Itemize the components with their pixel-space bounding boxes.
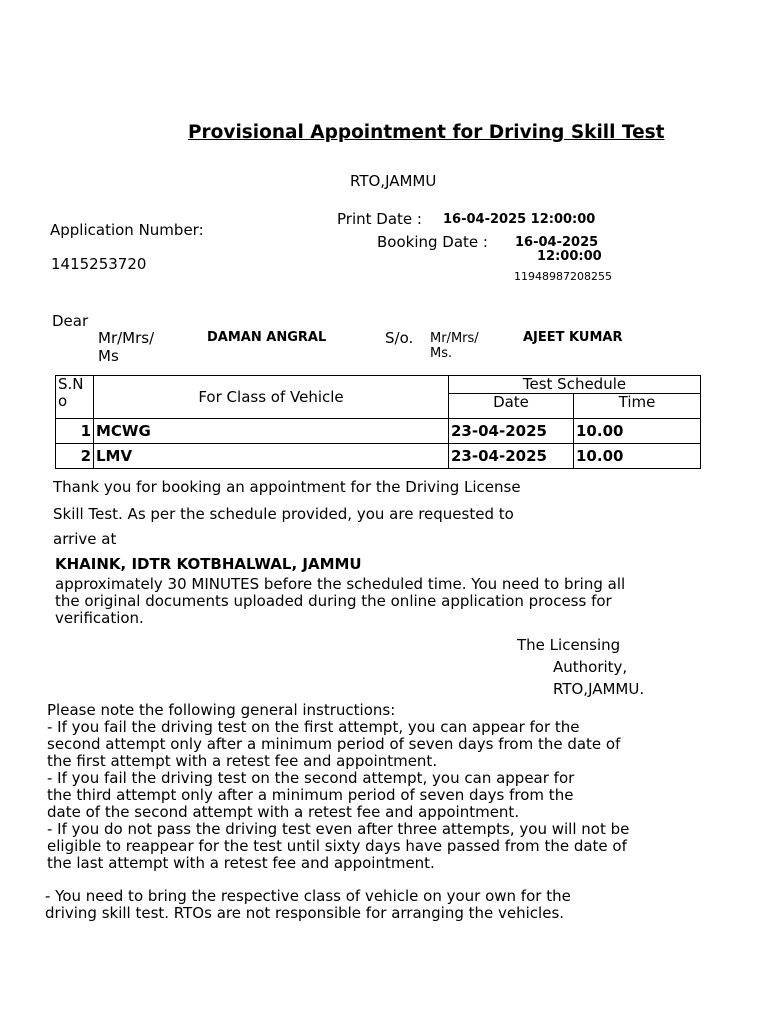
booking-time-value: 12:00:00 (537, 249, 602, 264)
relative-prefix: Mr/Mrs/ Ms. (430, 331, 479, 361)
thanks-line-3: arrive at (53, 530, 117, 548)
row-class: MCWG (94, 419, 449, 444)
application-number-label: Application Number: (50, 221, 204, 239)
row-date: 23-04-2025 (449, 444, 574, 469)
relative-name: AJEET KUMAR (523, 330, 623, 345)
row-time: 10.00 (574, 419, 701, 444)
thanks-line-1: Thank you for booking an appointment for the Driving License (53, 478, 521, 496)
authority-line-3: RTO,JAMMU. (553, 680, 645, 698)
instruction-line: the first attempt with a retest fee and appointment. (47, 752, 438, 770)
venue: KHAINK, IDTR KOTBHALWAL, JAMMU (55, 555, 362, 573)
print-date-label: Print Date : (337, 210, 422, 228)
row-date: 23-04-2025 (449, 419, 574, 444)
instruction-line: - If you fail the driving test on the first attempt, you can appear for the (47, 718, 580, 736)
vehicle-note: - You need to bring the respective class of vehicle on your own for the driving skill test. RTOs are not responsible for arranging the vehicles. (45, 887, 571, 922)
document-title: Provisional Appointment for Driving Skill Test (188, 122, 665, 143)
row-sno: 1 (56, 419, 94, 444)
thanks-line-2: Skill Test. As per the schedule provided, you are requested to (53, 505, 514, 523)
applicant-name: DAMAN ANGRAL (207, 330, 327, 345)
row-sno: 2 (56, 444, 94, 469)
authority-line-2: Authority, (553, 658, 628, 676)
instruction-line: - If you fail the driving test on the second attempt, you can appear for (47, 769, 575, 787)
instruction-line: the last attempt with a retest fee and appointment. (47, 854, 435, 872)
instructions-block (47, 702, 629, 872)
table-row (56, 444, 701, 469)
application-number-value: 1415253720 (51, 255, 147, 273)
row-time: 10.00 (574, 444, 701, 469)
applicant-prefix: Mr/Mrs/ Ms (98, 329, 155, 365)
arrival-paragraph: approximately 30 MINUTES before the scheduled time. You need to bring all the original documents uploaded during the online application process for verification. (55, 575, 626, 627)
row-class: LMV (94, 444, 449, 469)
schedule-header: Test Schedule (449, 376, 701, 394)
instructions-heading: Please note the following general instructions: (47, 701, 396, 719)
table-row (56, 419, 701, 444)
instruction-line: eligible to reappear for the test until sixty days have passed from the date of (47, 837, 627, 855)
authority-line-1: The Licensing (517, 636, 621, 654)
print-date-value: 16-04-2025 12:00:00 (443, 212, 596, 227)
time-header: Time (574, 394, 701, 419)
reference-number: 11948987208255 (514, 270, 612, 283)
rto-office: RTO,JAMMU (350, 172, 437, 190)
instruction-line: second attempt only after a minimum period of seven days from the date of (47, 735, 621, 753)
salutation: Dear (52, 312, 89, 330)
date-header: Date (449, 394, 574, 419)
relation-label: S/o. (385, 329, 414, 347)
booking-date-value: 16-04-2025 (515, 235, 599, 250)
class-header: For Class of Vehicle (94, 376, 449, 419)
instruction-line: the third attempt only after a minimum period of seven days from the (47, 786, 574, 804)
booking-date-label: Booking Date : (377, 233, 488, 251)
instruction-line: - If you do not pass the driving test even after three attempts, you will not be (47, 820, 630, 838)
sno-header: S.N o (56, 376, 94, 419)
test-schedule-table (55, 375, 701, 469)
instruction-line: date of the second attempt with a retest fee and appointment. (47, 803, 520, 821)
